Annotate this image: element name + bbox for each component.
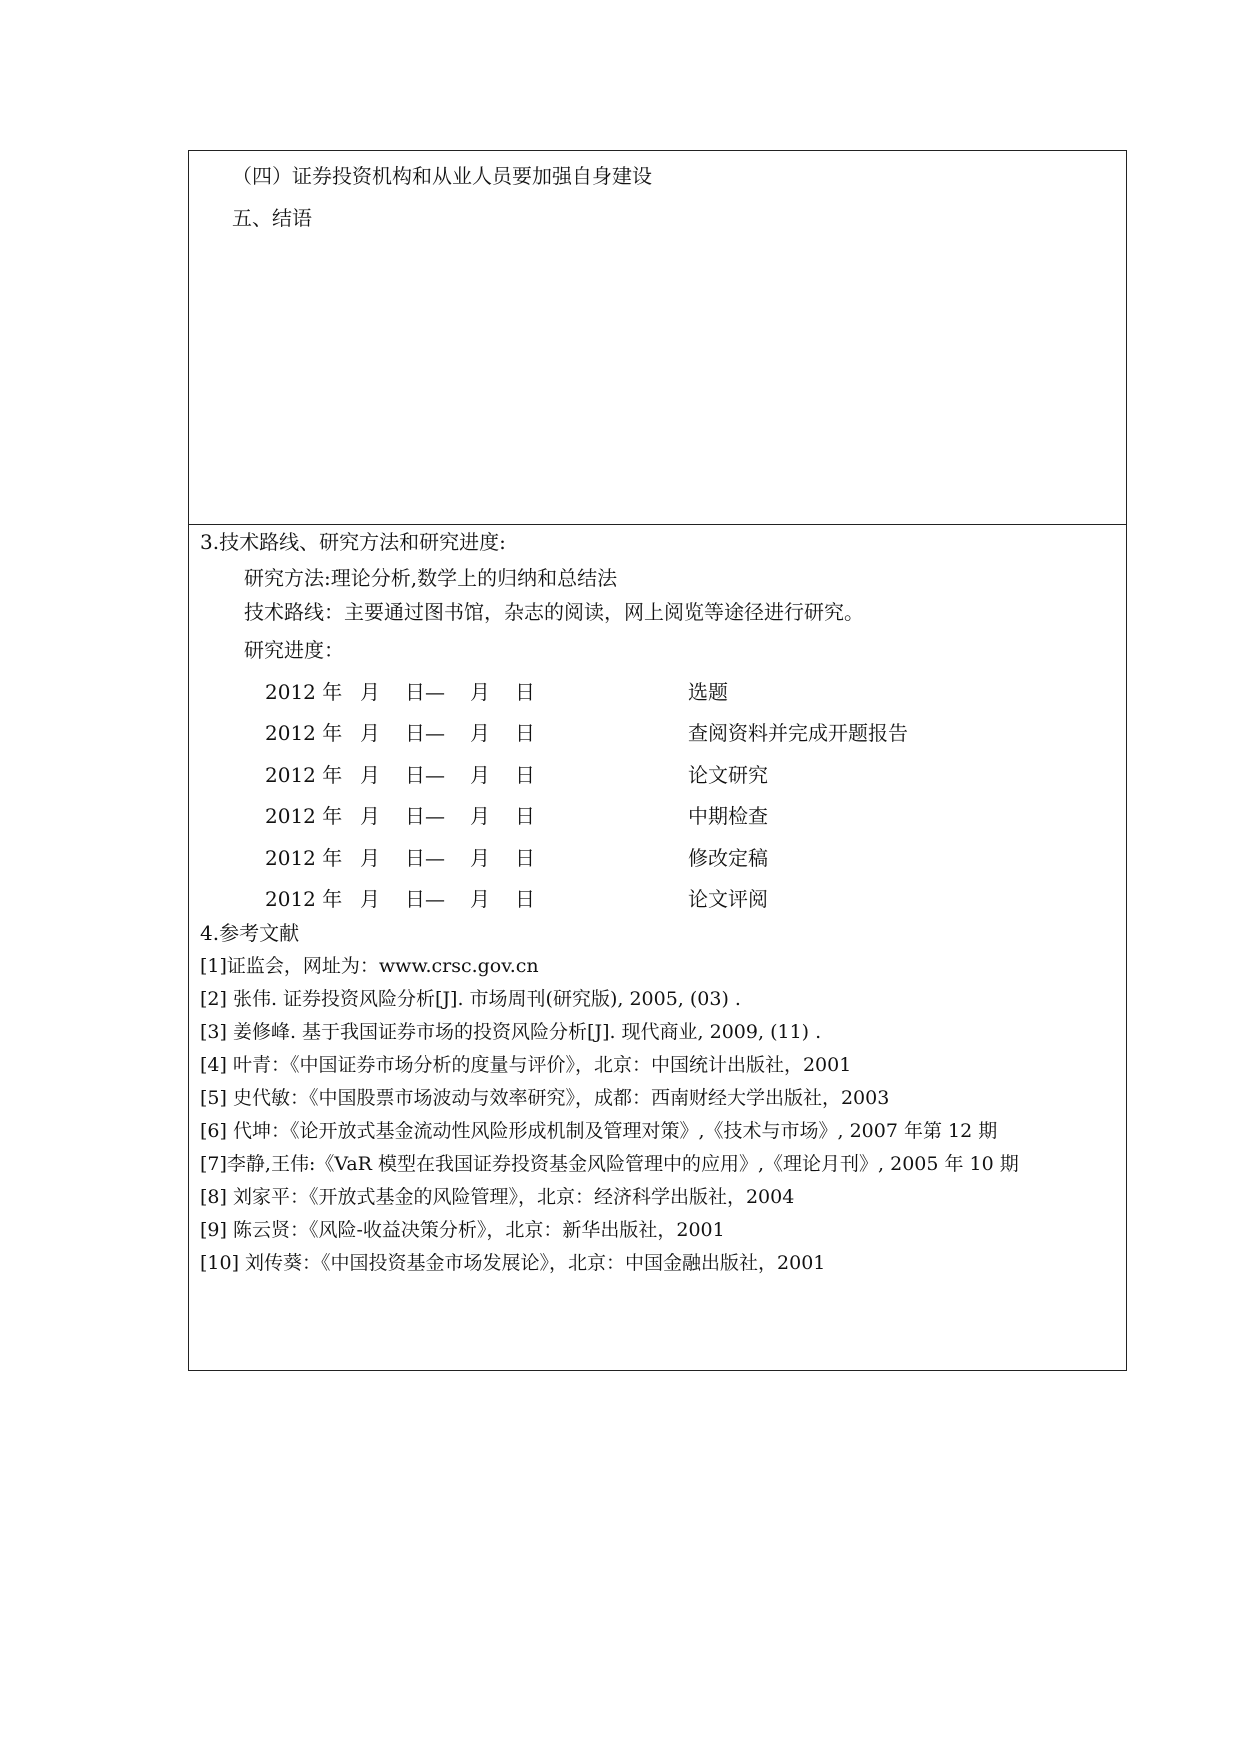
outline-item-conclusion: 五、结语 [232,206,312,230]
reference-item: [1]证监会，网址为：www.crsc.gov.cn [200,955,539,977]
schedule-task: 论文研究 [688,763,768,787]
schedule-month-end: 月 [470,887,490,911]
schedule-month-start: 月 [360,804,380,828]
schedule-month-start: 月 [360,887,380,911]
reference-item: [10] 刘传葵：《中国投资基金市场发展论》，北京：中国金融出版社，2001 [200,1252,826,1274]
progress-label: 研究进度： [244,638,344,662]
schedule-task: 修改定稿 [688,846,768,870]
schedule-month-end: 月 [470,763,490,787]
schedule-month-start: 月 [360,680,380,704]
schedule-day-end: 日 [515,846,535,870]
reference-item: [3] 姜修峰. 基于我国证券市场的投资风险分析[J]. 现代商业, 2009, (11) . [200,1021,822,1043]
schedule-month-start: 月 [360,763,380,787]
reference-item: [7]李静,王伟:《VaR 模型在我国证券投资基金风险管理中的应用》,《理论月刊》, 2005 年 10 期 [200,1153,1019,1175]
schedule-year: 2012 年 [265,846,343,870]
schedule-year: 2012 年 [265,887,343,911]
reference-item: [4] 叶青：《中国证券市场分析的度量与评价》，北京：中国统计出版社，2001 [200,1054,852,1076]
schedule-task: 选题 [688,680,728,704]
reference-item: [5] 史代敏：《中国股票市场波动与效率研究》，成都：西南财经大学出版社，2003 [200,1087,890,1109]
schedule-month-start: 月 [360,846,380,870]
research-method: 研究方法:理论分析,数学上的归纳和总结法 [244,566,618,590]
schedule-year: 2012 年 [265,804,343,828]
section4-heading: 4.参考文献 [200,921,300,945]
schedule-year: 2012 年 [265,680,343,704]
schedule-day-start: 日— [405,680,445,704]
schedule-month-start: 月 [360,721,380,745]
schedule-day-start: 日— [405,846,445,870]
schedule-day-start: 日— [405,721,445,745]
reference-item: [6] 代坤：《论开放式基金流动性风险形成机制及管理对策》,《技术与市场》, 2007 年第 12 期 [200,1120,998,1142]
schedule-day-start: 日— [405,887,445,911]
schedule-day-end: 日 [515,680,535,704]
schedule-year: 2012 年 [265,721,343,745]
reference-item: [9] 陈云贤：《风险-收益决策分析》，北京：新华出版社，2001 [200,1219,725,1241]
schedule-month-end: 月 [470,846,490,870]
schedule-day-end: 日 [515,721,535,745]
outline-item-4: （四）证券投资机构和从业人员要加强自身建设 [232,164,652,188]
reference-item: [2] 张伟. 证券投资风险分析[J]. 市场周刊(研究版), 2005, (03) . [200,988,741,1010]
schedule-day-end: 日 [515,763,535,787]
section3-heading: 3.技术路线、研究方法和研究进度: [200,530,506,554]
schedule-month-end: 月 [470,804,490,828]
schedule-task: 中期检查 [688,804,768,828]
schedule-task: 查阅资料并完成开题报告 [688,721,908,745]
reference-item: [8] 刘家平：《开放式基金的风险管理》，北京：经济科学出版社，2004 [200,1186,795,1208]
schedule-month-end: 月 [470,721,490,745]
schedule-day-start: 日— [405,763,445,787]
schedule-task: 论文评阅 [688,887,768,911]
schedule-day-start: 日— [405,804,445,828]
schedule-month-end: 月 [470,680,490,704]
schedule-day-end: 日 [515,887,535,911]
technical-route: 技术路线：主要通过图书馆，杂志的阅读，网上阅览等途径进行研究。 [244,600,864,624]
schedule-year: 2012 年 [265,763,343,787]
section-box-outline [188,150,1127,525]
schedule-day-end: 日 [515,804,535,828]
